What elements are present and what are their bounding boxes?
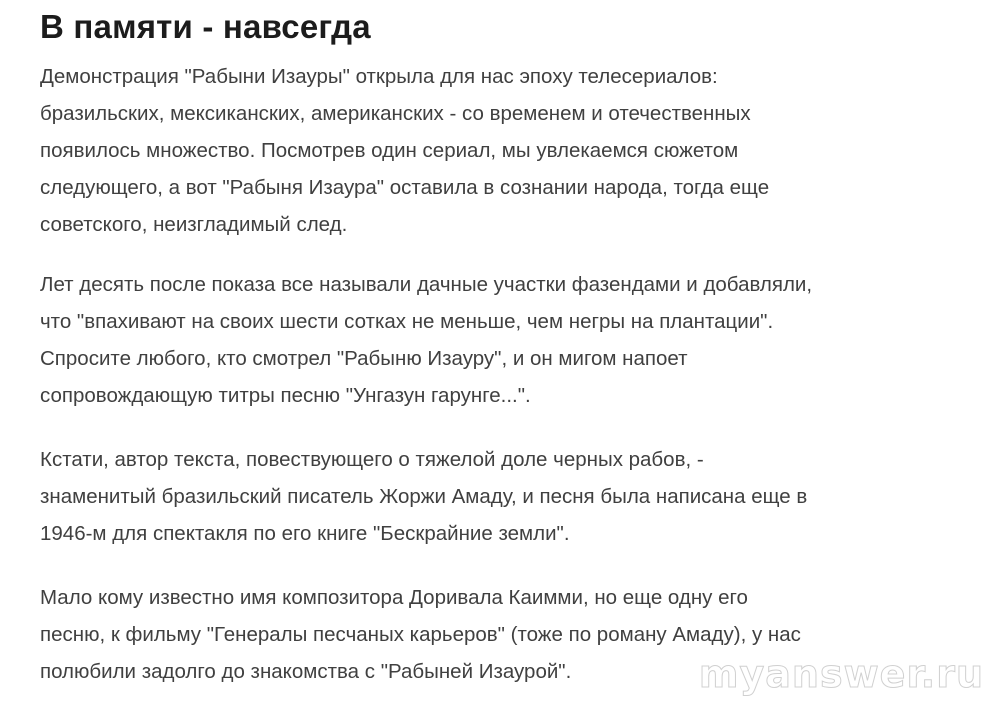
watermark: myanswer.ru <box>698 652 984 696</box>
paragraph-line: бразильских, мексиканских, американских - со временем и отечественных <box>40 102 751 125</box>
paragraph-2 <box>40 266 812 414</box>
paragraph-line: знаменитый бразильский писатель Жоржи Амаду, и песня была написана еще в <box>40 485 808 508</box>
paragraph-line: советского, неизгладимый след. <box>40 213 348 236</box>
paragraph-1 <box>40 58 769 243</box>
paragraph-line: 1946-м для спектакля по его книге "Бескрайние земли". <box>40 522 570 545</box>
paragraph-line: Демонстрация "Рабыни Изауры" открыла для нас эпоху телесериалов: <box>40 65 718 88</box>
article-title: В памяти - навсегда <box>40 8 371 45</box>
paragraph-4 <box>40 579 801 690</box>
paragraph-line: Кстати, автор текста, повествующего о тяжелой доле черных рабов, - <box>40 448 704 471</box>
paragraph-line: сопровождающую титры песню "Унгазун гарунге...". <box>40 384 531 407</box>
paragraph-line: Лет десять после показа все называли дачные участки фазендами и добавляли, <box>40 273 813 296</box>
paragraph-line: песню, к фильму "Генералы песчаных карьеров" (тоже по роману Амаду), у нас <box>40 623 801 646</box>
paragraph-line: следующего, а вот "Рабыня Изаура" оставила в сознании народа, тогда еще <box>40 176 770 199</box>
paragraph-line: что "впахивают на своих шести сотках не меньше, чем негры на плантации". <box>40 310 774 333</box>
paragraph-3 <box>40 441 807 552</box>
paragraph-line: Мало кому известно имя композитора Доривала Каимми, но еще одну его <box>40 586 748 609</box>
paragraph-line: полюбили задолго до знакомства с "Рабыней Изаурой". <box>40 660 572 683</box>
paragraph-line: появилось множество. Посмотрев один сериал, мы увлекаемся сюжетом <box>40 139 739 162</box>
paragraph-line: Спросите любого, кто смотрел "Рабыню Изауру", и он мигом напоет <box>40 347 688 370</box>
